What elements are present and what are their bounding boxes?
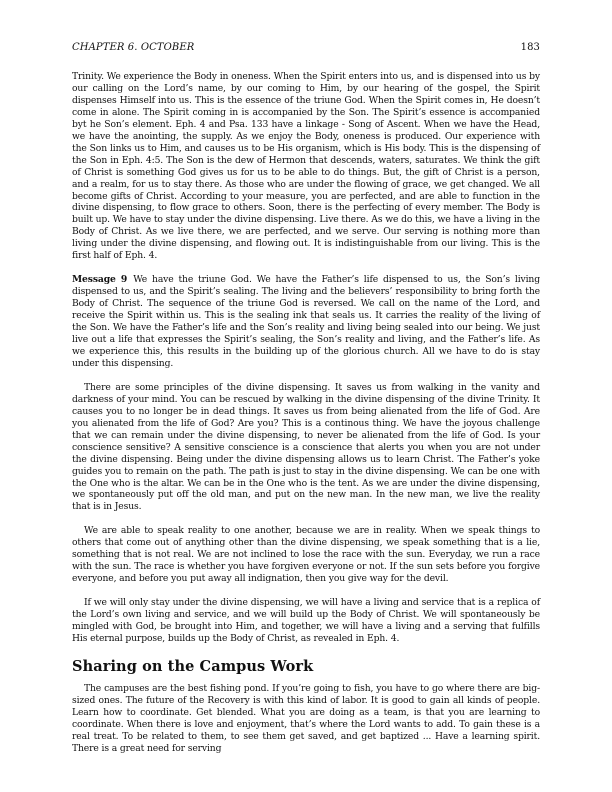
document-page [72,42,540,755]
paragraph-stay-under: If we will only stay under the divine dispensing, we will have a living and service that is a replica of the Lord’s own living and service, and we will build up the Body of Christ. We will spontaneously be mingled with God, be brought into Him, and together, we will have a living and a serving that fulfills His eternal purpose, builds up the Body of Christ, as revealed in Eph. 4. [72,597,540,644]
paragraph-principles: There are some principles of the divine dispensing. It saves us from walking in the vanity and darkness of your mind. You can be rescued by walking in the divine dispensing of the divine Trinity. It causes you to no longer be in dead things. It saves us from being alienated from the life of God. Are you alienated from the life of God? Are you? This is a continous thing. We have the joyous challenge that we can remain under the divine dispensing, to never be alienated from the life of God. Is your conscience sensitive? A sensitive conscience is a conscience that alerts you when you are not under the divine dispensing. Being under the divine dispensing allows us to learn Christ. The Father’s yoke guides you to remain on the path. The path is just to stay in the divine dispensing. We can be one with the One who is the altar. We can be in the One who is the tent. As we are under the divine dispensing, we spontaneously put off the old man, and put on the new man. In the new man, we live the reality that is in Jesus. [72,381,540,513]
paragraph-message-9 [72,274,540,370]
page-number: 183 [520,42,540,53]
message-text: We have the triune God. We have the Father’s life dispensed to us, the Son’s living dispensed to us, and the Spirit’s sealing. The living and the believers’ responsibility to bring forth the Body of Christ. The sequence of the triune God is reversed. We call on the name of the Lord, and receive the Spirit within us. This is the sealing ink that seals us. It carries the reality of the living of the Son. We have the Father’s life and the Son’s reality and living being sealed into our being. We just live out a life that expresses the Spirit’s sealing, the Son’s reality and living, and the Father’s life. As we experience this, this results in the building up of the glorious church. All we have to do is stay under this dispensing. [72,274,540,369]
section-heading: Sharing on the Campus Work [72,657,314,675]
message-label: Message 9 [72,274,128,286]
running-header [72,42,540,54]
paragraph-continued: Trinity. We experience the Body in oneness. When the Spirit enters into us, and is dispensed into us by our calling on the Lord’s name, by our coming to Him, by our hearing of the gospel, the Spirit dispenses Himself into us. This is the essence of the triune God. When the Spirit comes in, He doesn’t come in alone. The Spirit coming in is accompanied by the Son. The Spirit’s essence is accompanied byt he Son’s element. Eph. 4 and Psa. 133 have a linkage - Song of Ascent. When we have the Head, we have the anointing, the supply. As we enjoy the Body, oneness is produced. Our experience with the Son links us to Him, and causes us to be His organism, which is His body. This is the dispensing of the Son in Eph. 4:5. The Son is the dew of Hermon that descends, waters, saturates. We think the gift of Christ is something God gives us for us to be able to do things. But, the gift of Christ is a person, and a realm, for us to stay there. As those who are under the flowing of grace, we get changed. We all become gifts of Christ. According to your measure, you are perfected, and are able to function in the divine dispensing, to flow grace to others. Soon, there is the perfecting of every member. The Body is built up. We have to stay under the divine dispensing. Live there. As we do this, we have a living in the Body of Christ. As we live there, we are perfected, and we serve. Our serving is nothing more than living under the divine dispensing, and flowing out. It is indistinguishable from our living. This is the first half of Eph. 4. [72,71,540,262]
chapter-title: CHAPTER 6. OCTOBER [72,42,195,53]
body-text [72,71,540,755]
paragraph-speak-reality: We are able to speak reality to one another, because we are in reality. When we speak things to others that come out of anything other than the divine dispensing, we speak something that is a lie, something that is not real. We are not inclined to lose the race with the sun. Everyday, we run a race with the sun. The race is whether you have forgiven everyone or not. If the sun sets before you forgive everyone, and before you put away all indignation, then you give way for the devil. [72,525,540,585]
paragraph-campus-work: The campuses are the best fishing pond. If you’re going to fish, you have to go where there are big-sized ones. The future of the Recovery is with this kind of labor. It is good to gain all kinds of people. Learn how to coordinate. Get blended. What you are doing as a team, is that you are learning to coordinate. When there is love and enjoyment, that’s where the Lord wants to add. To gain these is a real treat. To be related to them, to see them get saved, and get baptized ... Have a learning spirit. There is a great need for serving [72,682,540,754]
